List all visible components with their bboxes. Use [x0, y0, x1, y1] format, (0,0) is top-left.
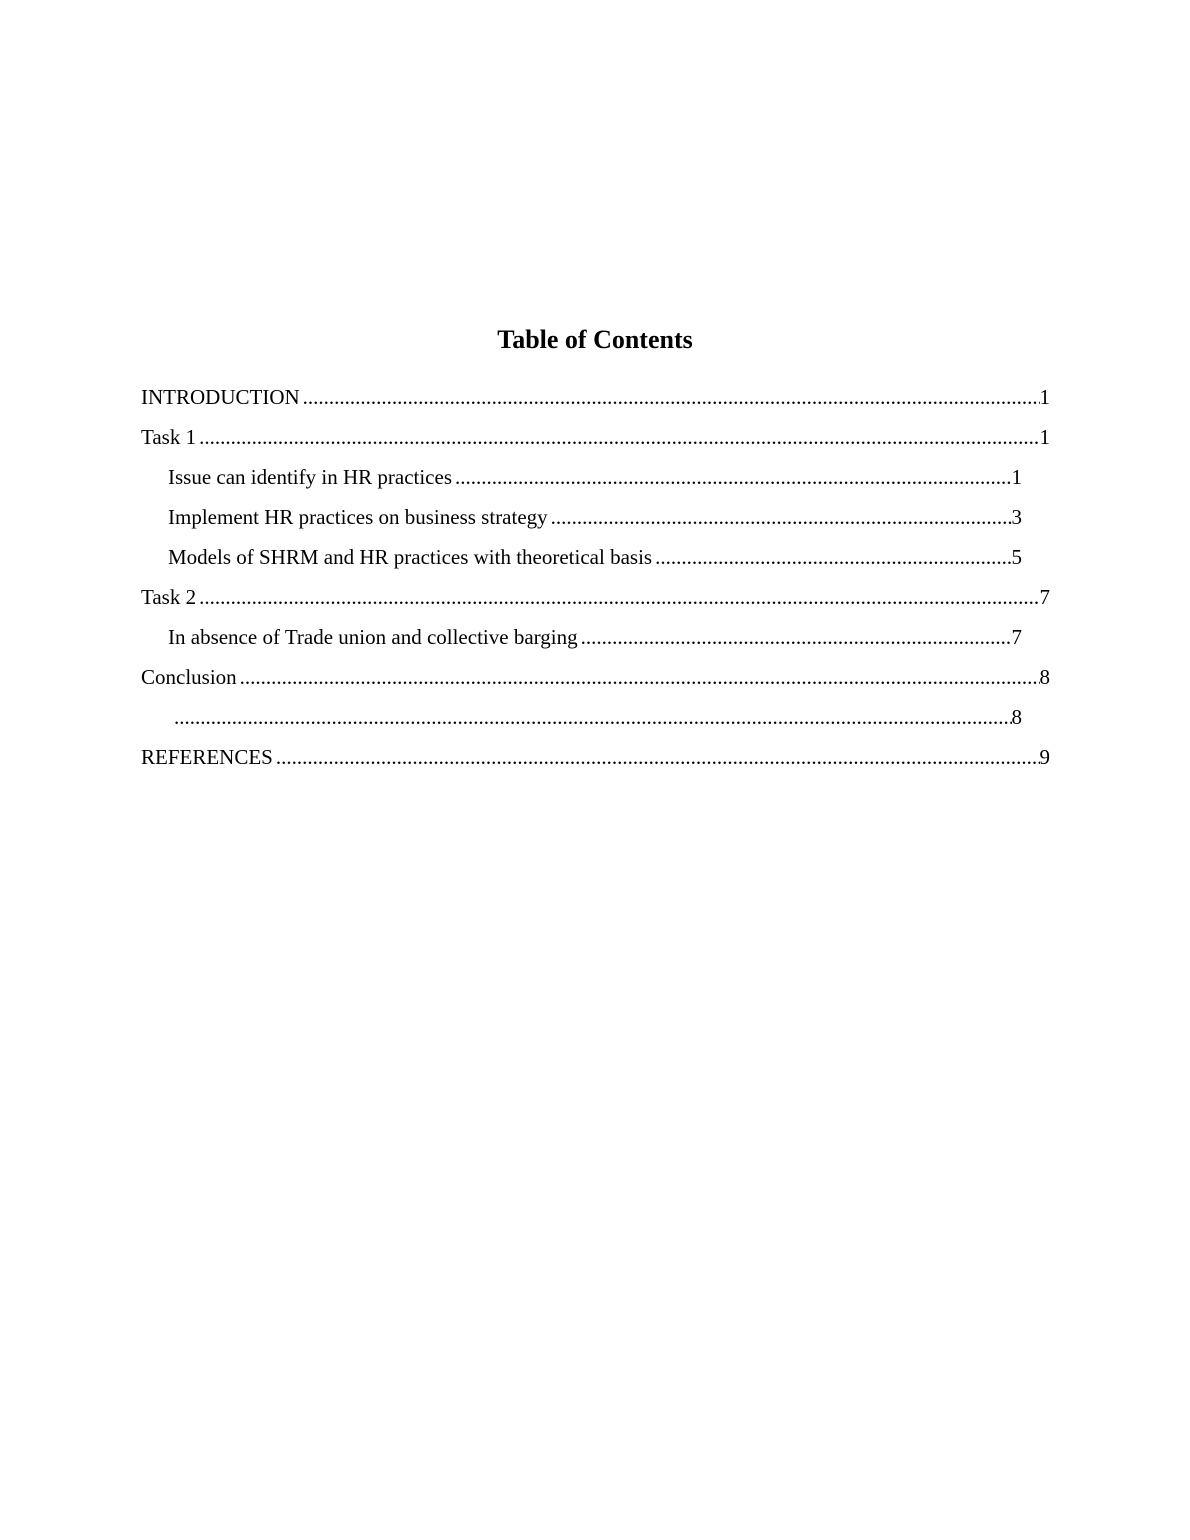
toc-page-number: 7 [1011, 625, 1022, 649]
toc-title: Table of Contents [497, 325, 693, 354]
toc-dot-leader [174, 702, 1012, 732]
toc-dot-leader [581, 622, 1012, 652]
toc-entry-introduction[interactable] [141, 382, 1050, 412]
toc-entry-task-2[interactable] [141, 582, 1050, 612]
toc-page-number: 1 [1039, 425, 1050, 449]
toc-dot-leader [455, 462, 1012, 492]
toc-entry-label: Conclusion [141, 665, 237, 689]
toc-entry-label: Models of SHRM and HR practices with theoretical basis [168, 545, 653, 569]
toc-page-number: 5 [1011, 545, 1022, 569]
toc-page-number: 7 [1039, 585, 1050, 609]
toc-entry-label: Task 2 [141, 585, 197, 609]
toc-entry-models-of-shrm[interactable] [168, 542, 1022, 572]
toc-dot-leader [240, 662, 1040, 692]
toc-dot-leader [655, 542, 1011, 572]
toc-entry-references[interactable] [141, 742, 1050, 772]
toc-dot-leader [199, 422, 1039, 452]
toc-page-number: 8 [1011, 705, 1022, 729]
toc-page-number: 3 [1011, 505, 1022, 529]
toc-entry-conclusion[interactable] [141, 662, 1050, 692]
toc-page-number: 8 [1039, 665, 1050, 689]
toc-dot-leader [551, 502, 1012, 532]
toc-dot-leader [303, 382, 1040, 412]
toc-page-number: 1 [1011, 465, 1022, 489]
toc-entry-label: Implement HR practices on business strategy [168, 505, 548, 529]
toc-entry-label: INTRODUCTION [141, 385, 300, 409]
toc-entry-task-1[interactable] [141, 422, 1050, 452]
toc-dot-leader [199, 582, 1039, 612]
toc-entry-label: Task 1 [141, 425, 197, 449]
toc-entry-label: Issue can identify in HR practices [168, 465, 452, 489]
toc-entry-label: REFERENCES [141, 745, 273, 769]
toc-dot-leader [276, 742, 1040, 772]
toc-entry-implement-hr-practices[interactable] [168, 502, 1022, 532]
toc-page-number: 9 [1039, 745, 1050, 769]
toc-entry-issue-hr-practices[interactable] [168, 462, 1022, 492]
toc-entry-untitled[interactable] [168, 702, 1022, 732]
toc-page-number: 1 [1039, 385, 1050, 409]
toc-entry-trade-union[interactable] [168, 622, 1022, 652]
toc-entry-label: In absence of Trade union and collective barging [168, 625, 578, 649]
